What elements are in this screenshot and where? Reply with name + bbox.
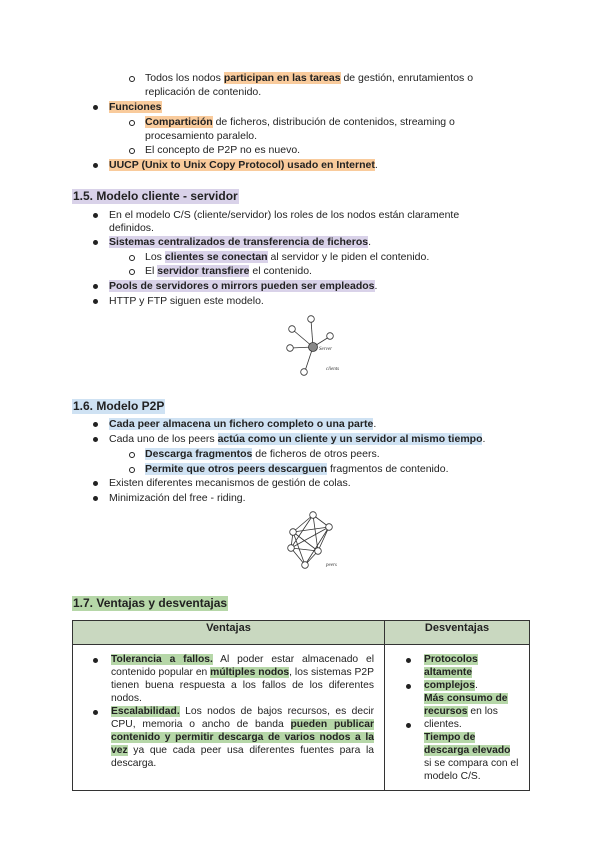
bullet (93, 658, 98, 663)
ventaja-tolerancia: Tolerancia a fallos. Al poder estar almacenado el contenido popular en múltiples nodos, los sistemas P2P tienen buena respuesta a los fallos de los diferentes nodos. (111, 654, 374, 704)
svg-text:Server: Server (319, 347, 333, 352)
list-item-pools: Pools de servidores o mirrors pueden ser empleados. (109, 280, 378, 292)
column-header-desventajas: Desventajas (385, 621, 530, 645)
list-item-comparticion-line2: procesamiento paralelo. (145, 130, 258, 142)
comparison-table (72, 620, 530, 791)
ventajas-cell (73, 645, 385, 791)
highlight: participan en las tareas (223, 72, 341, 84)
list-item-permite: Permite que otros peers descarguen fragmentos de contenido. (145, 463, 449, 475)
client-server-diagram (282, 312, 352, 378)
sub-bullet (129, 269, 135, 275)
list-item-clientes: Los clientes se conectan al servidor y le piden el contenido. (145, 251, 430, 263)
sub-bullet (129, 452, 135, 458)
desventaja-tiempo: Tiempo de descarga elevado si se compara con el modelo C/S. (424, 732, 519, 782)
list-item-free-riding: Minimización del free - riding. (109, 492, 246, 504)
bullet (406, 723, 411, 728)
bullet (93, 299, 98, 304)
list-item-concepto: El concepto de P2P no es nuevo. (145, 144, 301, 156)
desventaja-consumo: Más consumo de recursos en los clientes. (424, 693, 508, 730)
list-item-modelo-cs: En el modelo C/S (cliente/servidor) los roles de los nodos están claramente (109, 209, 460, 221)
sub-bullet (129, 467, 135, 473)
ventaja-escalabilidad: Escalabilidad. Los nodos de bajos recursos, es decir CPU, memoria o ancho de banda pueden publicar contenido y permitir descarga de varios nodos a la vez ya que cada peer usa diferentes fuentes para la descarga. (111, 706, 374, 769)
bullet (93, 422, 98, 427)
section-heading-1-5: 1.5. Modelo cliente - servidor (73, 189, 238, 203)
column-header-ventajas: Ventajas (73, 621, 385, 645)
section-heading-1-7: 1.7. Ventajas y desventajas (73, 596, 228, 610)
list-item-comparticion: Compartición de ficheros, distribución de contenidos, streaming o (145, 116, 455, 128)
bullet (93, 481, 98, 486)
svg-text:peers: peers (326, 563, 337, 568)
section-heading-1-6: 1.6. Modelo P2P (73, 399, 165, 413)
bullet (93, 213, 98, 218)
desventaja-protocolos: Protocolos altamente complejos. (424, 654, 478, 691)
sub-bullet (129, 76, 135, 82)
bullet (93, 284, 98, 289)
list-item-http: HTTP y FTP siguen este modelo. (109, 295, 264, 307)
list-item-servidor: El servidor transfiere el contenido. (145, 265, 312, 277)
list-item-colas: Existen diferentes mecanismos de gestión de colas. (109, 477, 351, 489)
list-item-todos: Todos los nodos participan en las tareas de gestión, enrutamientos o (145, 72, 474, 84)
list-item-todos-line2: replicación de contenido. (145, 86, 262, 98)
list-item-centralizados: Sistemas centralizados de transferencia de ficheros. (109, 236, 372, 248)
list-item-cliente-servidor: Cada uno de los peers actúa como un cliente y un servidor al mismo tiempo. (109, 433, 486, 445)
list-item-cada-peer: Cada peer almacena un fichero completo o una parte. (109, 418, 377, 430)
bullet (406, 684, 411, 689)
bullet (93, 105, 98, 110)
p2p-diagram (282, 508, 352, 574)
sub-bullet (129, 148, 135, 154)
bullet (93, 240, 98, 245)
bullet (93, 437, 98, 442)
bullet (93, 496, 98, 501)
desventajas-cell (385, 645, 530, 791)
list-item-modelo-cs-line2: definidos. (109, 222, 154, 234)
sub-bullet (129, 120, 135, 126)
bullet (93, 163, 98, 168)
bullet (93, 710, 98, 715)
list-item-uucp: UUCP (Unix to Unix Copy Protocol) usado en Internet. (109, 159, 378, 171)
bullet (406, 658, 411, 663)
svg-text:clients: clients (326, 367, 340, 372)
list-item-funciones: Funciones (109, 101, 162, 113)
sub-bullet (129, 255, 135, 261)
list-item-descarga: Descarga fragmentos de ficheros de otros peers. (145, 448, 380, 460)
